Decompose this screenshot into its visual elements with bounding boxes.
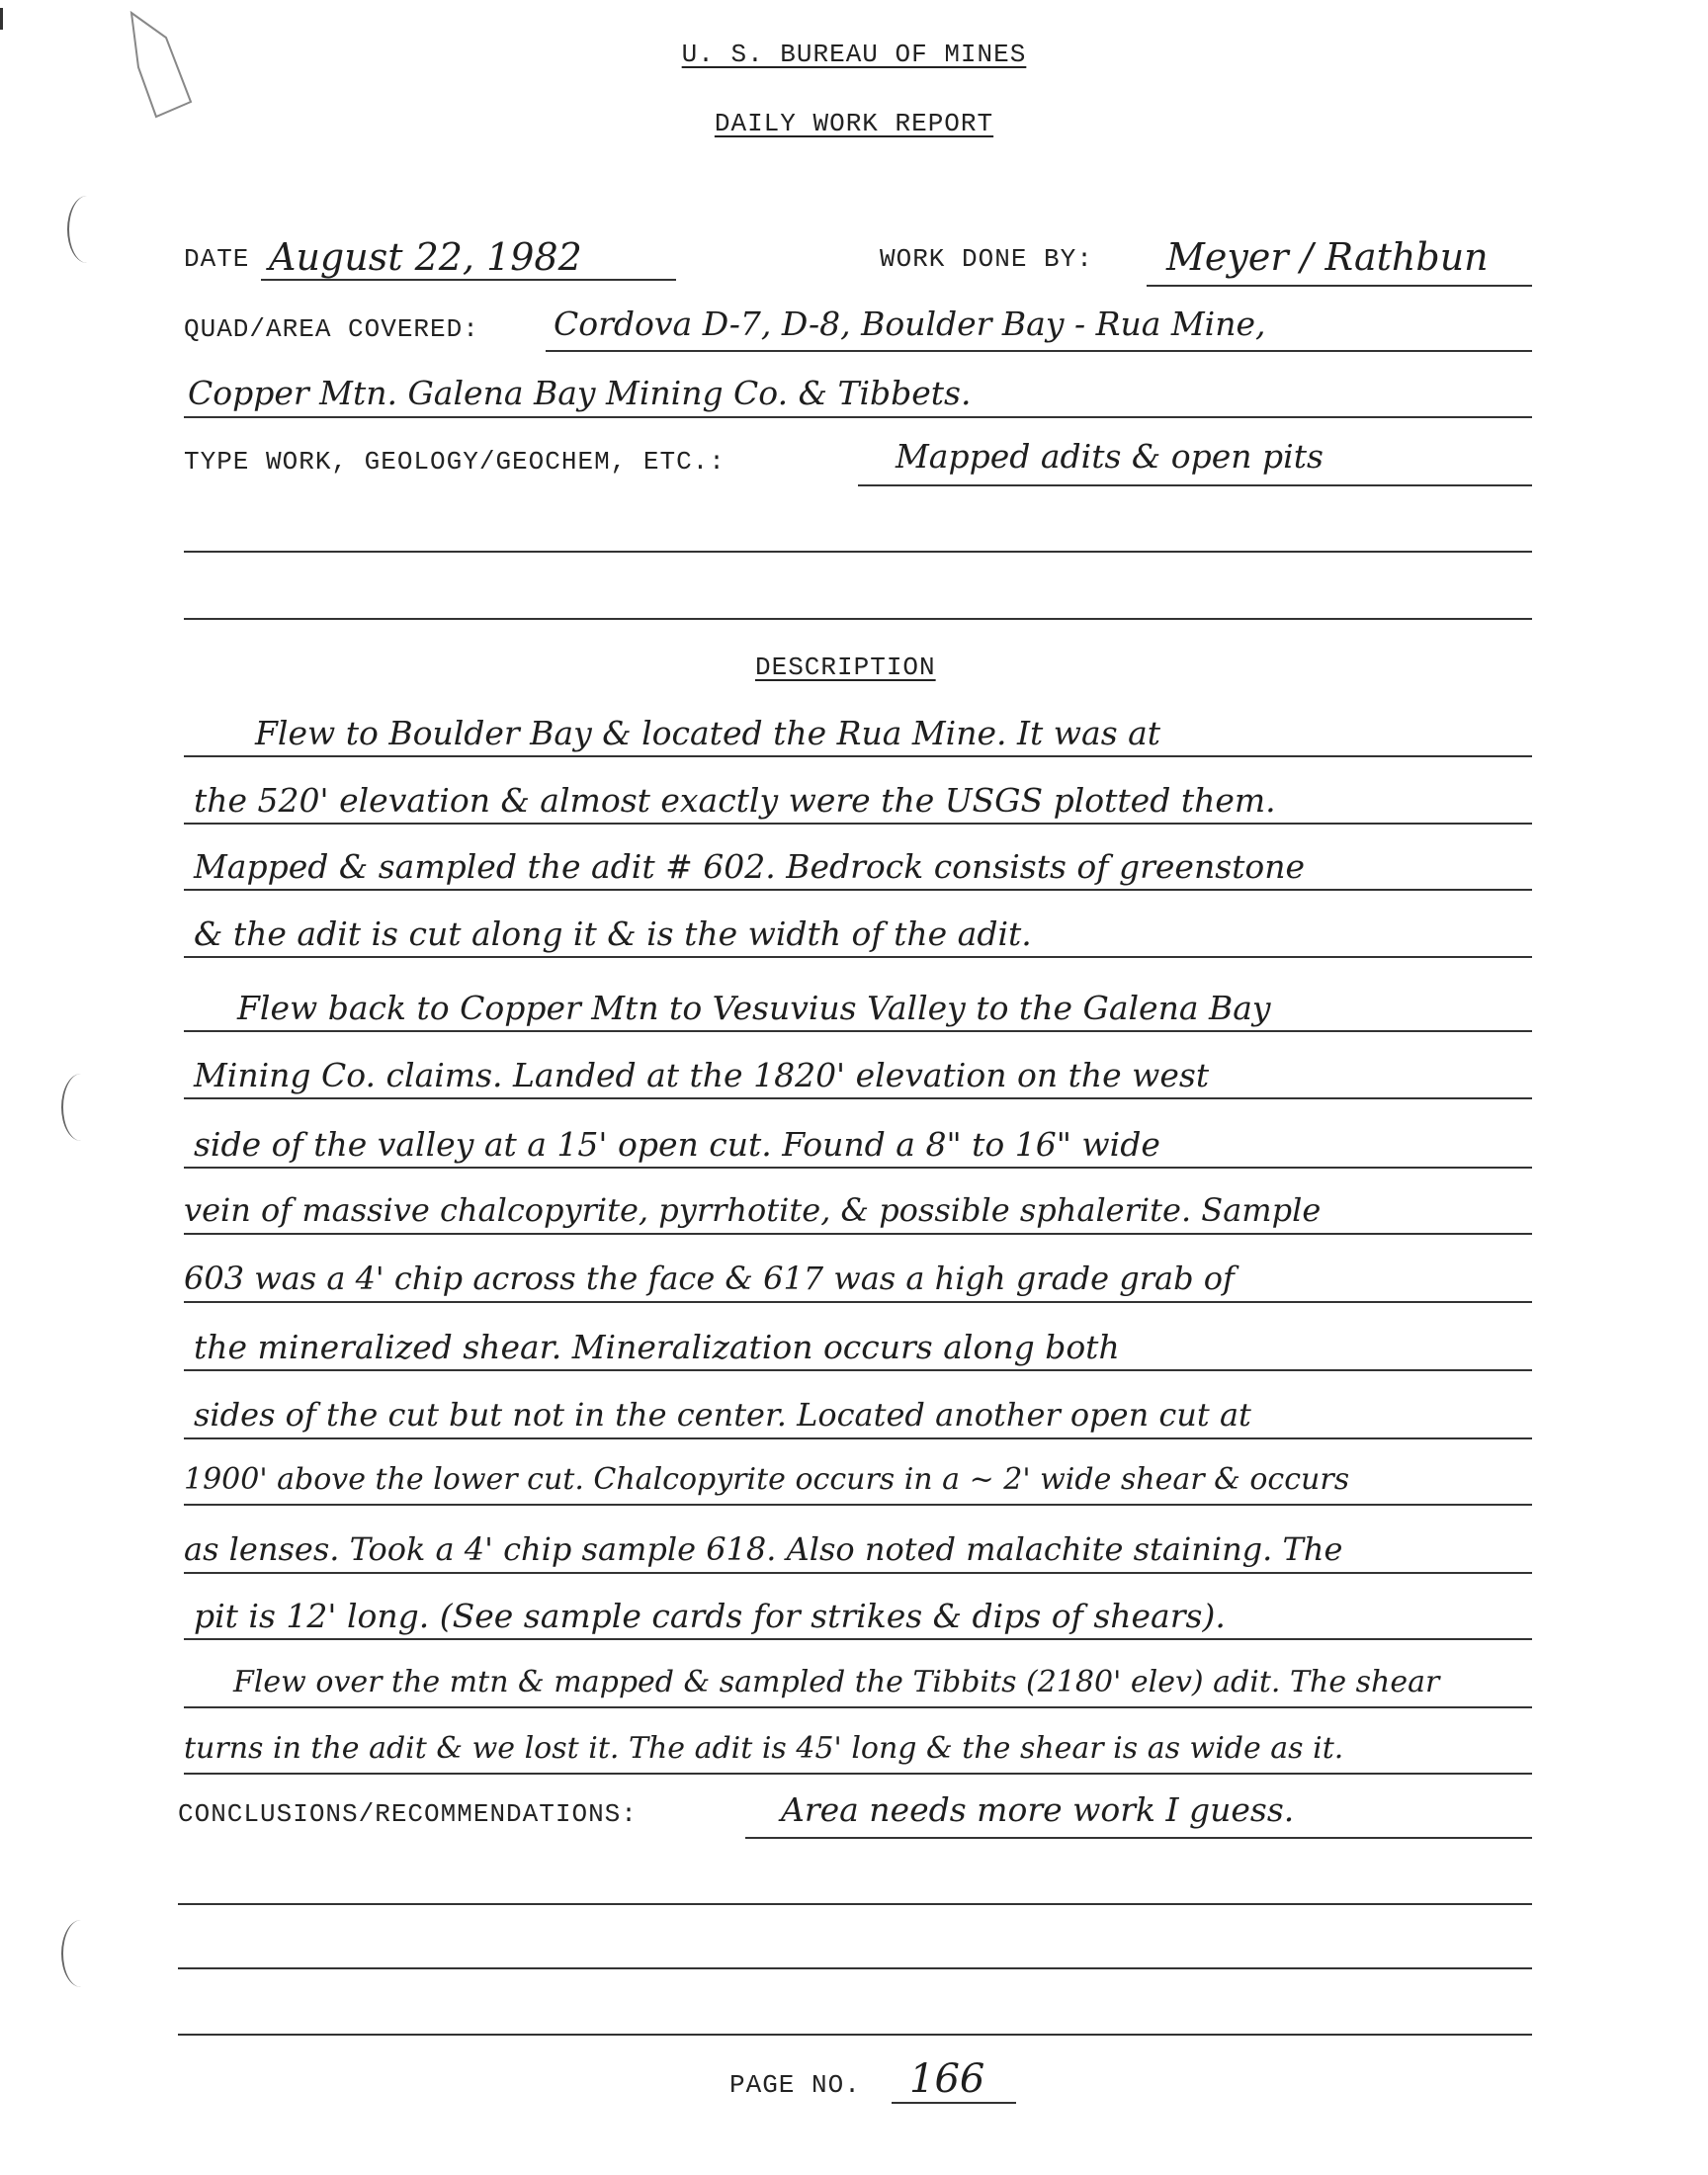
description-line: & the adit is cut along it & is the width of the adit.	[194, 914, 1032, 953]
quad-area-line-1	[546, 350, 1532, 352]
description-rule	[184, 1301, 1532, 1303]
description-rule	[184, 956, 1532, 958]
description-line: 603 was a 4' chip across the face & 617 was a high grade grab of	[184, 1260, 1235, 1297]
description-rule	[184, 1706, 1532, 1708]
corner-mark	[0, 8, 3, 30]
date-value: August 22, 1982	[269, 235, 582, 279]
description-rule	[184, 1572, 1532, 1574]
type-work-value: Mapped adits & open pits	[896, 437, 1324, 476]
description-line: the 520' elevation & almost exactly were the USGS plotted them.	[194, 781, 1276, 820]
description-rule	[184, 1097, 1532, 1099]
description-line: Flew back to Copper Mtn to Vesuvius Valley to the Galena Bay	[237, 989, 1271, 1027]
agency-title: U. S. BUREAU OF MINES	[681, 40, 1027, 69]
description-rule	[184, 1233, 1532, 1235]
description-rule	[184, 1773, 1532, 1775]
description-rule	[184, 1504, 1532, 1506]
date-label: DATE	[184, 244, 250, 274]
description-rule	[184, 1030, 1532, 1032]
description-line: Mining Co. claims. Landed at the 1820' elevation on the west	[194, 1056, 1210, 1094]
description-line: Flew to Boulder Bay & located the Rua Mine. It was at	[255, 714, 1161, 752]
work-done-by-label: WORK DONE BY:	[880, 244, 1093, 274]
page-number-line	[892, 2102, 1016, 2104]
page-number-value: 166	[909, 2056, 985, 2102]
description-line: vein of massive chalcopyrite, pyrrhotite, & possible sphalerite. Sample	[184, 1191, 1322, 1229]
description-rule	[184, 1369, 1532, 1371]
description-line: Mapped & sampled the adit # 602. Bedrock consists of greenstone	[194, 847, 1306, 886]
description-rule	[184, 889, 1532, 891]
quad-area-label: QUAD/AREA COVERED:	[184, 314, 479, 344]
date-line	[261, 279, 676, 281]
blank-line-2	[184, 618, 1532, 620]
punch-hole-bottom	[61, 1920, 101, 1987]
work-done-by-line	[1147, 285, 1532, 287]
quad-area-line-2	[184, 416, 1532, 418]
description-line: the mineralized shear. Mineralization occurs along both	[194, 1328, 1120, 1366]
conclusions-blank-line-3	[178, 2034, 1532, 2036]
page-number-label: PAGE NO.	[729, 2070, 861, 2100]
description-line: side of the valley at a 15' open cut. Found a 8" to 16" wide	[194, 1125, 1160, 1164]
description-rule	[184, 823, 1532, 825]
quad-area-value-line2: Copper Mtn. Galena Bay Mining Co. & Tibbets.	[188, 374, 972, 412]
conclusions-line	[745, 1837, 1532, 1839]
conclusions-blank-line-2	[178, 1967, 1532, 1969]
description-line: pit is 12' long. (See sample cards for strikes & dips of shears).	[194, 1597, 1226, 1635]
description-heading: DESCRIPTION	[755, 652, 936, 682]
description-line: turns in the adit & we lost it. The adit is 45' long & the shear is as wide as it.	[184, 1731, 1344, 1766]
description-line: Flew over the mtn & mapped & sampled the Tibbits (2180' elev) adit. The shear	[233, 1665, 1440, 1699]
type-work-line	[858, 484, 1532, 486]
punch-hole-middle	[61, 1074, 101, 1141]
punch-hole-top	[67, 196, 107, 263]
description-rule	[184, 1167, 1532, 1169]
description-line: 1900' above the lower cut. Chalcopyrite occurs in a ~ 2' wide shear & occurs	[184, 1462, 1350, 1497]
description-line: sides of the cut but not in the center. Located another open cut at	[194, 1396, 1251, 1434]
conclusions-value: Area needs more work I guess.	[781, 1790, 1295, 1829]
blank-line-1	[184, 551, 1532, 553]
type-work-label: TYPE WORK, GEOLOGY/GEOCHEM, ETC.:	[184, 447, 726, 477]
conclusions-label: CONCLUSIONS/RECOMMENDATIONS:	[178, 1799, 638, 1829]
conclusions-blank-line-1	[178, 1903, 1532, 1905]
description-rule	[184, 1638, 1532, 1640]
work-done-by-value: Meyer / Rathbun	[1166, 235, 1489, 279]
description-line: as lenses. Took a 4' chip sample 618. Also noted malachite staining. The	[184, 1530, 1343, 1568]
form-title: DAILY WORK REPORT	[714, 109, 994, 138]
description-rule	[184, 755, 1532, 757]
description-rule	[184, 1437, 1532, 1439]
quad-area-value-line1: Cordova D-7, D-8, Boulder Bay - Rua Mine,	[554, 304, 1266, 343]
